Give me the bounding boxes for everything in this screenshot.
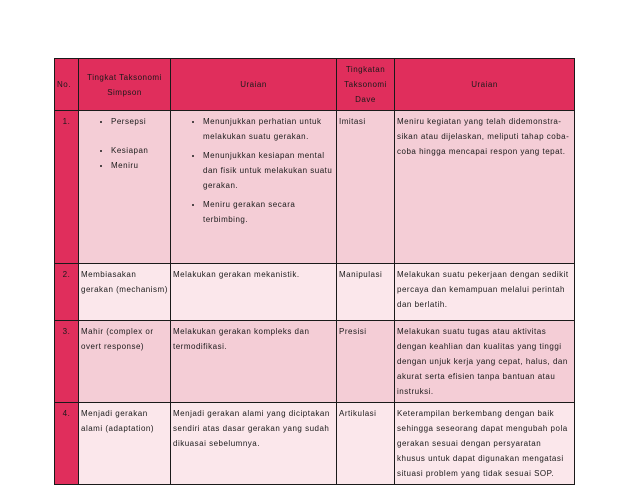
list-item: • Kesiapan [111, 143, 168, 158]
dave-cell: Imitasi [337, 111, 395, 264]
row-number: 2. [55, 264, 79, 321]
row-number: 1. [55, 111, 79, 264]
simpson-list [81, 114, 168, 173]
uraian2-cell: Keterampilan berkembang dengan baik sehingga seseorang dapat mengubah pola gerakan sesuai dengan persyaratan khusus untuk dapat digunakan mengatasi situasi problem yang tidak sesuai SOP. [395, 403, 575, 485]
dave-cell: Artikulasi [337, 403, 395, 485]
header-uraian-2: Uraian [395, 59, 575, 111]
list-item: • Meniru gerakan secara terbimbing. [203, 197, 334, 227]
dave-cell: Manipulasi [337, 264, 395, 321]
table-row [55, 321, 575, 403]
uraian2-cell: Melakukan suatu pekerjaan dengan sedikit percaya dan kemampuan melalui perintah dan berlatih. [395, 264, 575, 321]
uraian-cell: Menjadi gerakan alami yang diciptakan sendiri atas dasar gerakan yang sudah dikuasai sebelumnya. [171, 403, 337, 485]
taxonomy-table [54, 58, 575, 485]
uraian-cell: Melakukan gerakan kompleks dan termodifikasi. [171, 321, 337, 403]
list-item: • Persepsi [111, 114, 168, 129]
simpson-cell: Mahir (complex or overt response) [79, 321, 171, 403]
list-item: • Meniru [111, 158, 168, 173]
uraian2-cell: Meniru kegiatan yang telah didemonstra-sikan atau dijelaskan, meliputi tahap coba-coba hingga mencapai respon yang tepat. [395, 111, 575, 264]
list-item: • Menunjukkan perhatian untuk melakukan suatu gerakan. [203, 114, 334, 144]
table-row [55, 264, 575, 321]
header-no: No. [55, 59, 79, 111]
uraian-cell: Melakukan gerakan mekanistik. [171, 264, 337, 321]
header-simpson: Tingkat Taksonomi Simpson [79, 59, 171, 111]
header-dave: Tingkatan Taksonomi Dave [337, 59, 395, 111]
simpson-cell [79, 111, 171, 264]
table-row [55, 403, 575, 485]
simpson-cell: Membiasakan gerakan (mechanism) [79, 264, 171, 321]
uraian-cell [171, 111, 337, 264]
dave-cell: Presisi [337, 321, 395, 403]
list-item: • Menunjukkan kesiapan mental dan fisik untuk melakukan suatu gerakan. [203, 148, 334, 193]
header-row [55, 59, 575, 111]
header-uraian-1: Uraian [171, 59, 337, 111]
simpson-cell: Menjadi gerakan alami (adaptation) [79, 403, 171, 485]
uraian-list [173, 114, 334, 227]
uraian2-cell: Melakukan suatu tugas atau aktivitas dengan keahlian dan kualitas yang tinggi dengan unjuk kerja yang cepat, halus, dan akurat serta efisien tanpa bantuan atau instruksi. [395, 321, 575, 403]
row-number: 3. [55, 321, 79, 403]
table-row [55, 111, 575, 264]
row-number: 4. [55, 403, 79, 485]
